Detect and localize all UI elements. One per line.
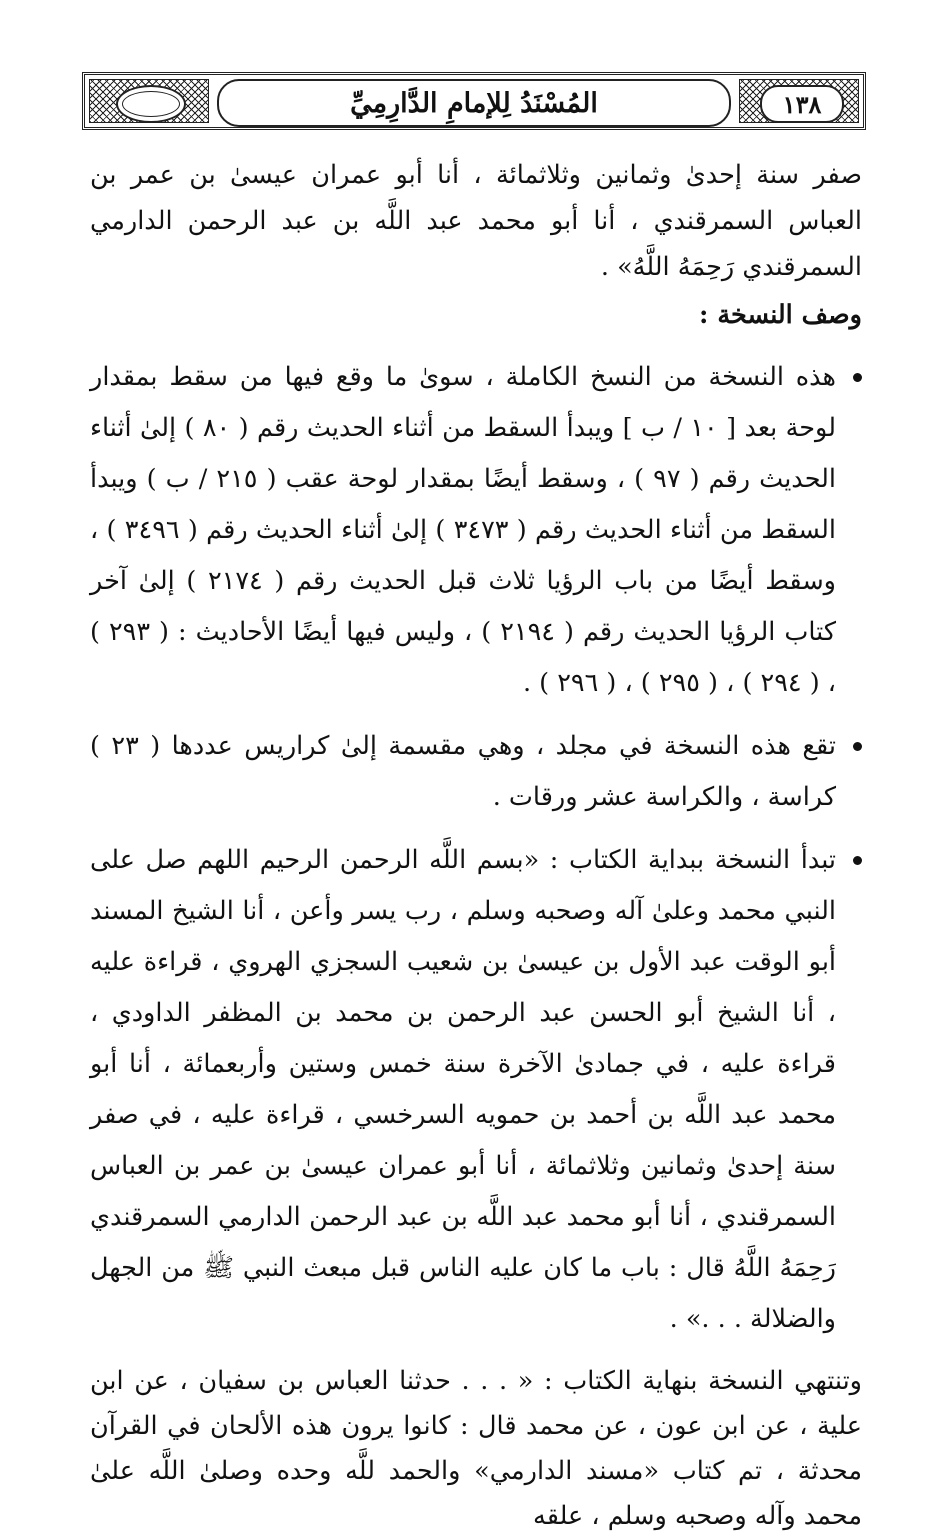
list-item <box>90 835 862 1345</box>
closing-paragraph: وتنتهي النسخة بنهاية الكتاب : « . . . حدثنا العباس بن سفيان ، عن ابن علية ، عن ابن عون ، عن محمد قال : كانوا يرون هذه الألحان في القرآن محدثة ، تم كتاب «مسند الدارمي» والحمد للَّه وحده وصلىٰ اللَّه علىٰ محمد وآله وصحبه وسلم ، علقه <box>90 1366 862 1531</box>
running-title <box>217 79 731 127</box>
list-item-text: تقع هذه النسخة في مجلد ، وهي مقسمة إلىٰ كراريس عددها ( ٢٣ ) كراسة ، والكراسة عشر ورقات . <box>90 731 836 812</box>
page-header <box>82 72 866 130</box>
page-number-text: ١٣٨ <box>782 89 822 119</box>
list-item-text: تبدأ النسخة ببداية الكتاب : «بسم اللَّه الرحمن الرحيم اللهم صل على النبي محمد وعلىٰ آله وصحبه وسلم ، رب يسر وأعن ، أنا الشيخ المسند أبو الوقت عبد الأول بن عيسىٰ بن شعيب السجزي الهروي ، قراءة عليه ، أنا الشيخ أبو الحسن عبد الرحمن بن محمد بن المظفر الداودي ، قراءة عليه ، في جمادىٰ الآخرة سنة خمس وستين وأربعمائة ، أنا أبو محمد عبد اللَّه بن أحمد بن حمويه السرخسي ، قراءة عليه ، في صفر سنة إحدىٰ وثمانين وثلاثمائة ، أنا أبو عمران عيسىٰ بن عمر بن العباس السمرقندي ، أنا أبو محمد عبد اللَّه بن عبد الرحمن الدارمي السمرقندي رَحِمَهُ اللَّهُ قال : باب ما كان عليه الناس قبل مبعث النبي ﷺ من الجهل والضلالة . . .» . <box>90 845 836 1334</box>
description-list <box>90 352 862 1345</box>
list-item <box>90 721 862 823</box>
header-ornament-left <box>89 79 209 123</box>
bullet-icon <box>853 856 862 865</box>
section-heading: وصف النسخة : <box>699 300 862 330</box>
calligraphy-seal-icon <box>116 85 186 123</box>
header-ornament-right <box>739 79 859 123</box>
page-number <box>760 85 844 123</box>
page-body <box>90 152 862 1539</box>
intro-paragraph: صفر سنة إحدىٰ وثمانين وثلاثمائة ، أنا أبو عمران عيسىٰ بن عمر بن العباس السمرقندي ، أنا أبو محمد عبد اللَّه بن عبد الرحمن الدارمي السمرقندي رَحِمَهُ اللَّهُ» . <box>90 160 862 282</box>
bullet-icon <box>853 373 862 382</box>
list-item-text: هذه النسخة من النسخ الكاملة ، سوىٰ ما وقع فيها من سقط بمقدار لوحة بعد [ ١٠ / ب ] ويبدأ السقط من أثناء الحديث رقم ( ٨٠ ) إلىٰ أثناء الحديث رقم ( ٩٧ ) ، وسقط أيضًا بمقدار لوحة عقب ( ٢١٥ / ب ) ويبدأ السقط من أثناء الحديث رقم ( ٣٤٧٣ ) إلىٰ أثناء الحديث رقم ( ٣٤٩٦ ) ، وسقط أيضًا من باب الرؤيا ثلاث قبل الحديث رقم ( ٢١٧٤ ) إلىٰ آخر كتاب الرؤيا الحديث رقم ( ٢١٩٤ ) ، وليس فيها أيضًا الأحاديث : ( ٢٩٣ ) ، ( ٢٩٤ ) ، ( ٢٩٥ ) ، ( ٢٩٦ ) . <box>90 362 837 698</box>
running-title-text: المُسْنَدُ لِلإمامِ الدَّارِمِيِّ <box>350 87 598 119</box>
bullet-icon <box>853 742 862 751</box>
list-item <box>90 352 862 709</box>
